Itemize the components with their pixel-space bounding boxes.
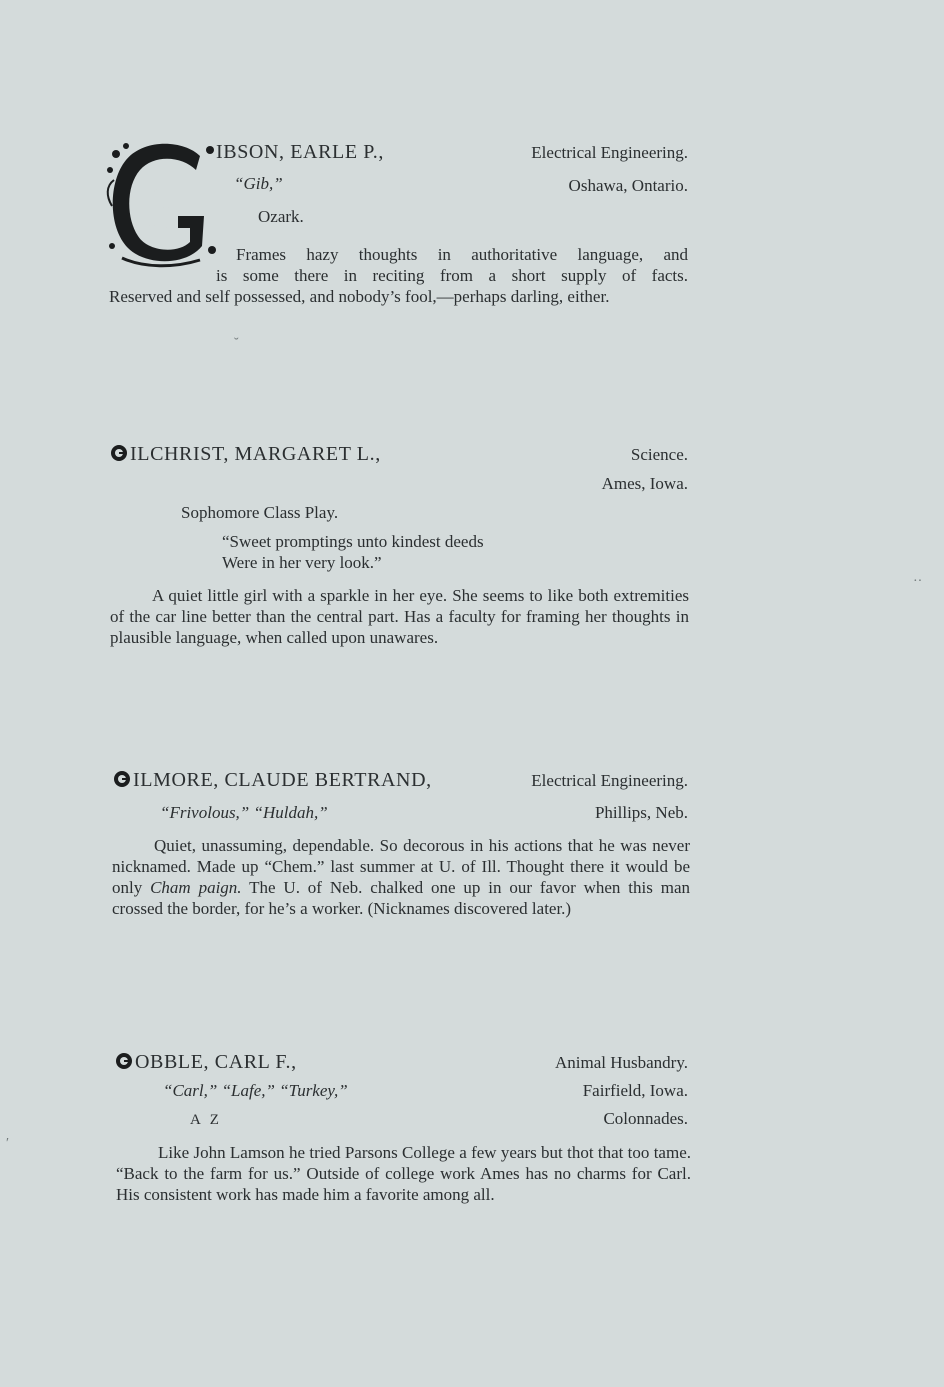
entry-heading (110, 443, 381, 466)
initial-g-icon (115, 1052, 133, 1070)
society: Colonnades. (603, 1109, 688, 1128)
paragraph (112, 835, 690, 919)
entry-heading (113, 769, 432, 792)
quote-line-1: “Sweet promptings unto kindest deeds (222, 532, 484, 551)
paragraph-text: Like John Lamson he tried Parsons College a few years but thot that too tame. “Back to the farm for us.” Outside of college work Ames has no charms for Carl. His consistent work has made him a favorite among all. (116, 1143, 691, 1204)
hometown: Ames, Iowa. (601, 474, 688, 493)
nicknames: “Carl,” “Lafe,” “Turkey,” (163, 1081, 348, 1100)
hometown: Phillips, Neb. (594, 803, 688, 822)
nicknames: “Gib,” (234, 174, 283, 193)
entry-name: ILCHRIST, MARGARET L., (130, 443, 381, 465)
ornamental-initial-g (104, 136, 218, 268)
paragraph-text-1: Quiet, unassuming, dependable. So decorous in his actions that he was never nicknamed. Made up “Chem.” last summer at U. of Ill. Thought there it would be only (112, 836, 690, 897)
department: Electrical Engineering. (531, 143, 688, 162)
entry-name: IBSON, EARLE P., (216, 141, 384, 163)
entry-name: OBBLE, CARL F., (135, 1051, 297, 1073)
paragraph-text: A quiet little girl with a sparkle in her eye. She seems to like both extremities of the car line better than the central part. Has a faculty for framing her thoughts in plausible language, when called upon unawares. (110, 586, 689, 647)
hometown: Fairfield, Iowa. (582, 1081, 688, 1100)
paragraph-text-2: The U. of Neb. chalked one up in our favor when this man crossed the border, for he’s a worker. (Nicknames discovered later.) (112, 878, 690, 918)
quote-line-2: Were in her very look.” (222, 553, 382, 572)
paragraph-rest: Reserved and self possessed, and nobody’s fool,—perhaps darling, either. (109, 287, 610, 306)
department: Animal Husbandry. (555, 1053, 688, 1072)
nicknames: “Frivolous,” “Huldah,” (160, 803, 328, 822)
activity: Sophomore Class Play. (181, 503, 339, 522)
paragraph-italic: Chaт paign. (150, 878, 242, 897)
department: Science. (630, 445, 688, 464)
society-greek: A Z (190, 1112, 222, 1128)
paragraph-line-2: is some there in reciting from a short supply of facts. (216, 266, 688, 285)
stray-mark: ˘ (234, 336, 239, 351)
paragraph (110, 585, 689, 648)
department: Electrical Engineering. (531, 771, 688, 790)
society: Ozark. (258, 207, 304, 226)
entry-name: ILMORE, CLAUDE BERTRAND, (133, 769, 432, 791)
initial-g-icon (110, 444, 128, 462)
stray-mark: ′ (6, 1136, 10, 1151)
stray-mark: ·· (913, 574, 923, 589)
entry-heading (115, 1051, 297, 1074)
initial-g-icon (113, 770, 131, 788)
hometown: Oshawa, Ontario. (568, 176, 688, 195)
paragraph (116, 1142, 691, 1205)
paragraph-line-1: Frames hazy thoughts in authoritative language, and (236, 245, 688, 264)
